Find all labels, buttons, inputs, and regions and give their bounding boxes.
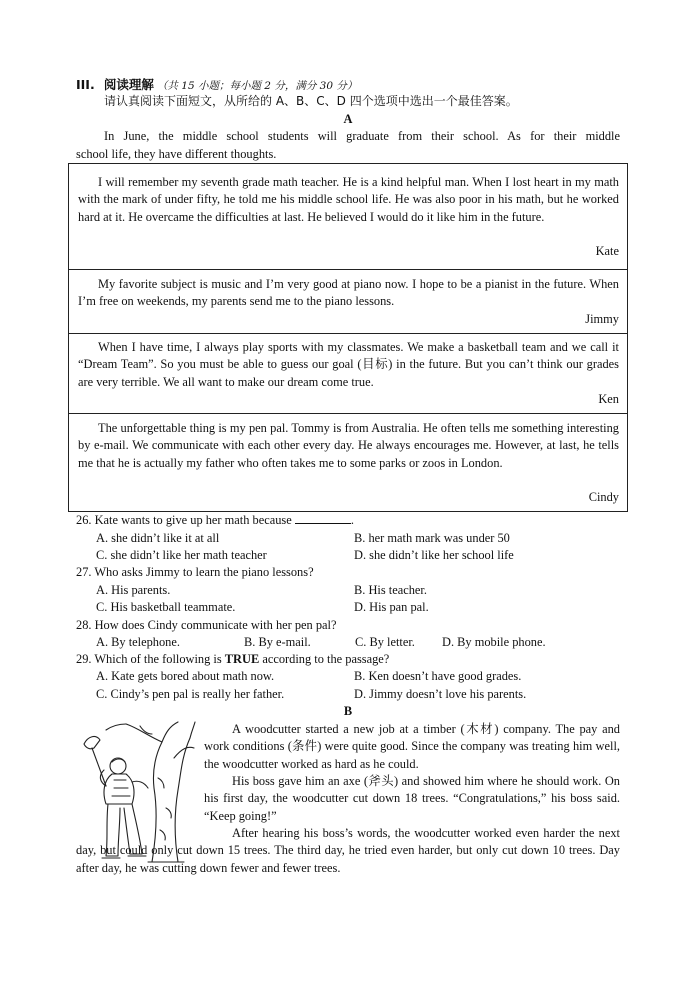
question-26-option-b: B. her math mark was under 50 bbox=[354, 531, 510, 545]
passage-b-label: B bbox=[343, 704, 353, 718]
section-instruction: 请认真阅读下面短文，从所给的 A、B、C、D 四个选项中选出一个最佳答案。 bbox=[104, 94, 518, 108]
passage-a-label: A bbox=[343, 112, 353, 126]
question-29-option-d: D. Jimmy doesn’t love his parents. bbox=[354, 687, 527, 701]
passage-b-paragraph-3: After hearing his boss’s words, the woodcutter worked even harder the next day, but could only cut down 15 trees. The third day, he tried even harder, but only cut down 10 trees. Day after day, he was cutting down fewer and fewer trees. bbox=[76, 826, 620, 875]
question-29-stem bbox=[76, 651, 389, 668]
entry-kate-name: Kate bbox=[595, 244, 619, 258]
question-26-stem bbox=[76, 512, 354, 529]
passage-b-paragraph-2: His boss gave him an axe (斧头) and showed him where he should work. On his first day, the woodcutter cut down 18 trees. “Congratulations,” his boss said. “Keep going!” bbox=[204, 774, 620, 823]
question-28-option-d: D. By mobile phone. bbox=[442, 635, 546, 649]
entry-divider bbox=[69, 413, 627, 414]
question-26-option-c: C. she didn’t like her math teacher bbox=[96, 548, 267, 562]
entry-cindy-text: The unforgettable thing is my pen pal. Tommy is from Australia. He often tells me something interesting by e-mail. We communicate with each other every day. He always encourages me. However, at last, he tells me that he is actually my father who often takes me to some parks or zoos in London. bbox=[78, 421, 619, 470]
section-note: （共 15 小题；每小题 2 分，满分 30 分） bbox=[156, 80, 358, 92]
entry-jimmy-text: My favorite subject is music and I’m very good at piano now. I hope to be a pianist in the future. When I’m free on weekends, my parents send me to the piano lessons. bbox=[78, 277, 619, 309]
question-26-option-a: A. she didn’t like it at all bbox=[96, 531, 220, 545]
testimonial-box bbox=[68, 163, 628, 512]
question-26-option-d: D. she didn’t like her school life bbox=[354, 548, 514, 562]
entry-jimmy-name: Jimmy bbox=[585, 312, 619, 326]
question-29-option-a: A. Kate gets bored about math now. bbox=[96, 669, 275, 683]
question-29-text-bold: TRUE bbox=[224, 652, 260, 666]
question-29-option-b: B. Ken doesn’t have good grades. bbox=[354, 669, 522, 683]
question-27-option-b: B. His teacher. bbox=[354, 583, 427, 597]
question-29-text-post: according to the passage? bbox=[259, 652, 390, 666]
entry-ken-name: Ken bbox=[598, 392, 619, 406]
passage-b-paragraph-1: A woodcutter started a new job at a timber (木材) company. The pay and work conditions (条件) were quite good. Since the company was treating him well, the woodcutter worked as hard as he could. bbox=[204, 722, 620, 771]
question-27-stem: 27. Who asks Jimmy to learn the piano lessons? bbox=[76, 565, 314, 579]
question-28-stem: 28. How does Cindy communicate with her pen pal? bbox=[76, 618, 337, 632]
passage-a-intro-line-2: school life, they have different thoughts. bbox=[76, 147, 277, 161]
entry-kate-text: I will remember my seventh grade math teacher. He is a kind helpful man. When I lost heart in my math with the mark of under fifty, he told me his middle school life. He was also poor in his math, but he worked hard at it. He overcame the difficulties at last. He believed I would do it like him in the future. bbox=[78, 175, 619, 224]
entry-divider bbox=[69, 333, 627, 334]
section-title: 阅读理解 bbox=[103, 77, 154, 92]
question-29-text-pre: 29. Which of the following is bbox=[76, 652, 225, 666]
entry-cindy-name: Cindy bbox=[588, 490, 619, 504]
passage-a-intro-line-1: In June, the middle school students will graduate from their school. As for their middle bbox=[104, 129, 620, 143]
question-27-option-a: A. His parents. bbox=[96, 583, 171, 597]
question-26-end: . bbox=[350, 513, 354, 527]
entry-divider bbox=[69, 269, 627, 270]
section-number: III. bbox=[76, 77, 95, 92]
question-28-option-c: C. By letter. bbox=[355, 635, 415, 649]
question-27-option-d: D. His pan pal. bbox=[354, 600, 429, 614]
answer-blank bbox=[295, 512, 351, 524]
question-27-option-c: C. His basketball teammate. bbox=[96, 600, 236, 614]
question-28-option-b: B. By e-mail. bbox=[244, 635, 311, 649]
entry-ken-text: When I have time, I always play sports with my classmates. We make a basketball team and we call it “Dream Team”. So you must be able to guess our goal (目标) in the future. But you can’t think our grades are very terrible. We all want to make our dream come true. bbox=[78, 340, 619, 389]
question-29-option-c: C. Cindy’s pen pal is really her father. bbox=[96, 687, 285, 701]
question-28-option-a: A. By telephone. bbox=[96, 635, 180, 649]
question-26-text: 26. Kate wants to give up her math because bbox=[76, 513, 295, 527]
